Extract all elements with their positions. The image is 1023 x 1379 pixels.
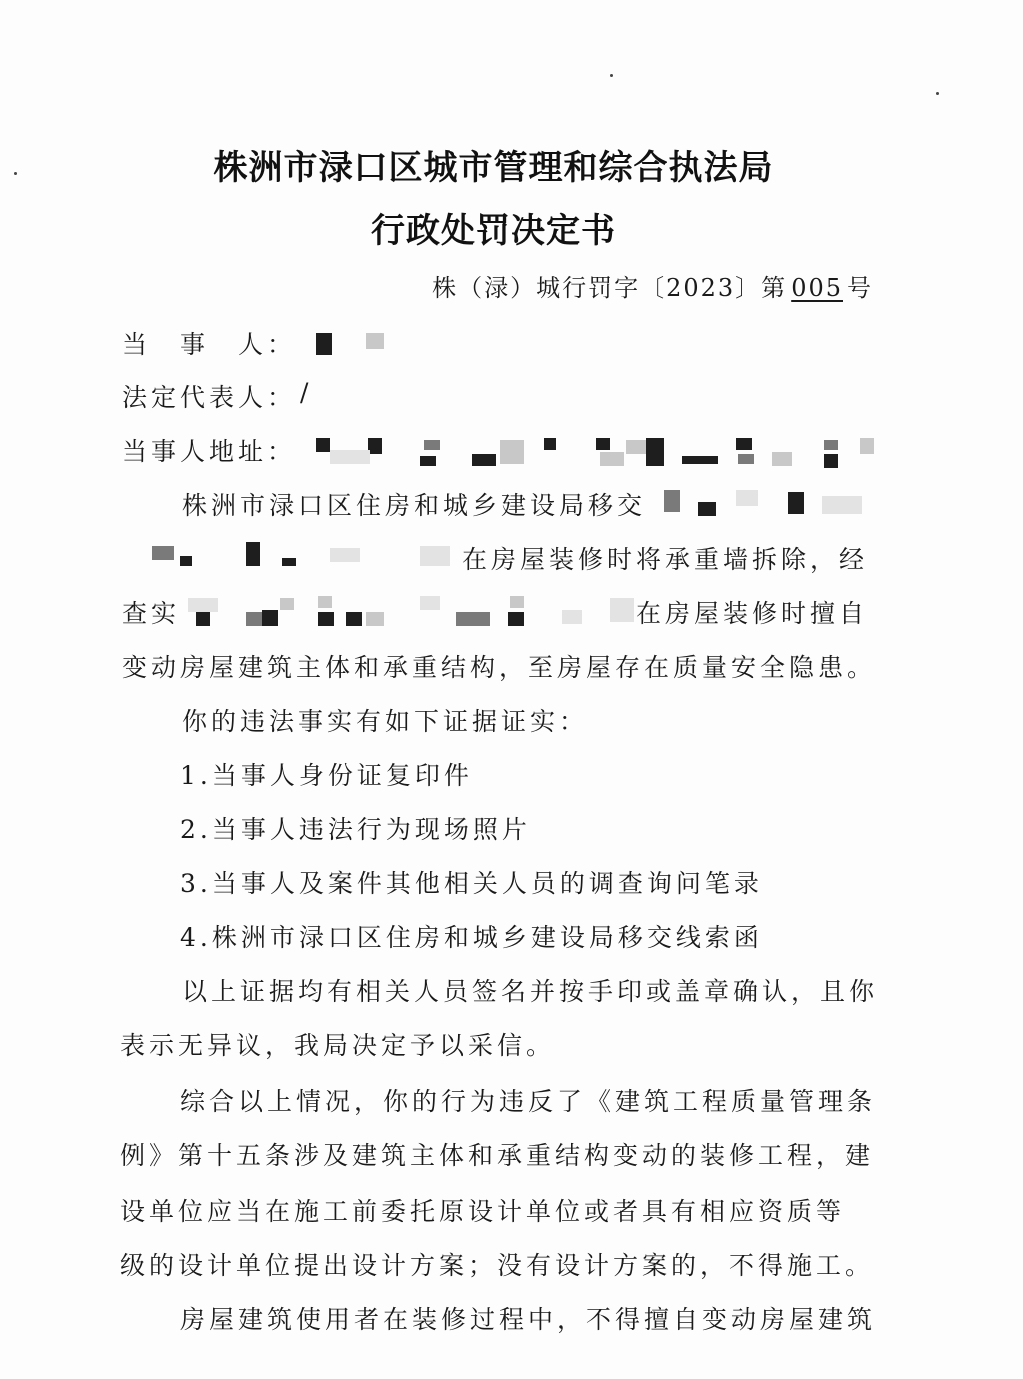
fact-paragraph-line1: 株洲市渌口区住房和城乡建设局移交 [182,491,647,520]
document-number-prefix: 株（渌）城行罚字〔2023〕第 [432,274,788,302]
evidence-intro: 你的违法事实有如下证据证实： [182,707,589,736]
document-number [432,268,873,303]
fact-paragraph-line4: 变动房屋建筑主体和承重结构，至房屋存在质量安全隐患。 [122,653,877,682]
evidence-item-1: 1.当事人身份证复印件 [180,761,473,790]
document-number-suffix: 号 [847,274,873,302]
summary-line1: 综合以上情况，你的行为违反了《建筑工程质量管理条 [180,1087,877,1116]
fact-paragraph-line3-start: 查实 [122,599,181,628]
redaction-block [316,333,332,355]
legal-rep-label: 法定代表人： [122,383,297,412]
confirmation-line2: 表示无异议，我局决定予以采信。 [120,1031,556,1060]
evidence-item-4: 4.株洲市渌口区住房和城乡建设局移交线索函 [180,923,763,952]
scan-speck [936,92,939,95]
summary-line3: 设单位应当在施工前委托原设计单位或者具有相应资质等 [120,1197,846,1226]
fact-paragraph-line3-end: 在房屋装修时擅自 [636,599,869,628]
document-number-value: 005 [791,274,843,302]
address-label: 当事人地址： [122,437,297,466]
scan-speck [610,74,613,77]
confirmation-line1: 以上证据均有相关人员签名并按手印或盖章确认，且你 [182,977,879,1006]
legal-rep-value: / [300,378,313,407]
evidence-item-2: 2.当事人违法行为现场照片 [180,815,531,844]
document-title-type: 行政处罚决定书 [371,211,616,251]
fact-paragraph-line2: 在房屋装修时将承重墙拆除，经 [462,545,869,574]
evidence-item-3: 3.当事人及案件其他相关人员的调查询问笔录 [180,869,763,898]
party-label: 当 事 人： [122,330,297,359]
closing-line: 房屋建筑使用者在装修过程中，不得擅自变动房屋建筑 [180,1305,877,1334]
summary-line2: 例》第十五条涉及建筑主体和承重结构变动的装修工程，建 [120,1141,875,1170]
summary-line4: 级的设计单位提出设计方案；没有设计方案的，不得施工。 [120,1251,875,1280]
document-title-agency: 株洲市渌口区城市管理和综合执法局 [213,148,774,188]
redaction-block [366,333,384,349]
